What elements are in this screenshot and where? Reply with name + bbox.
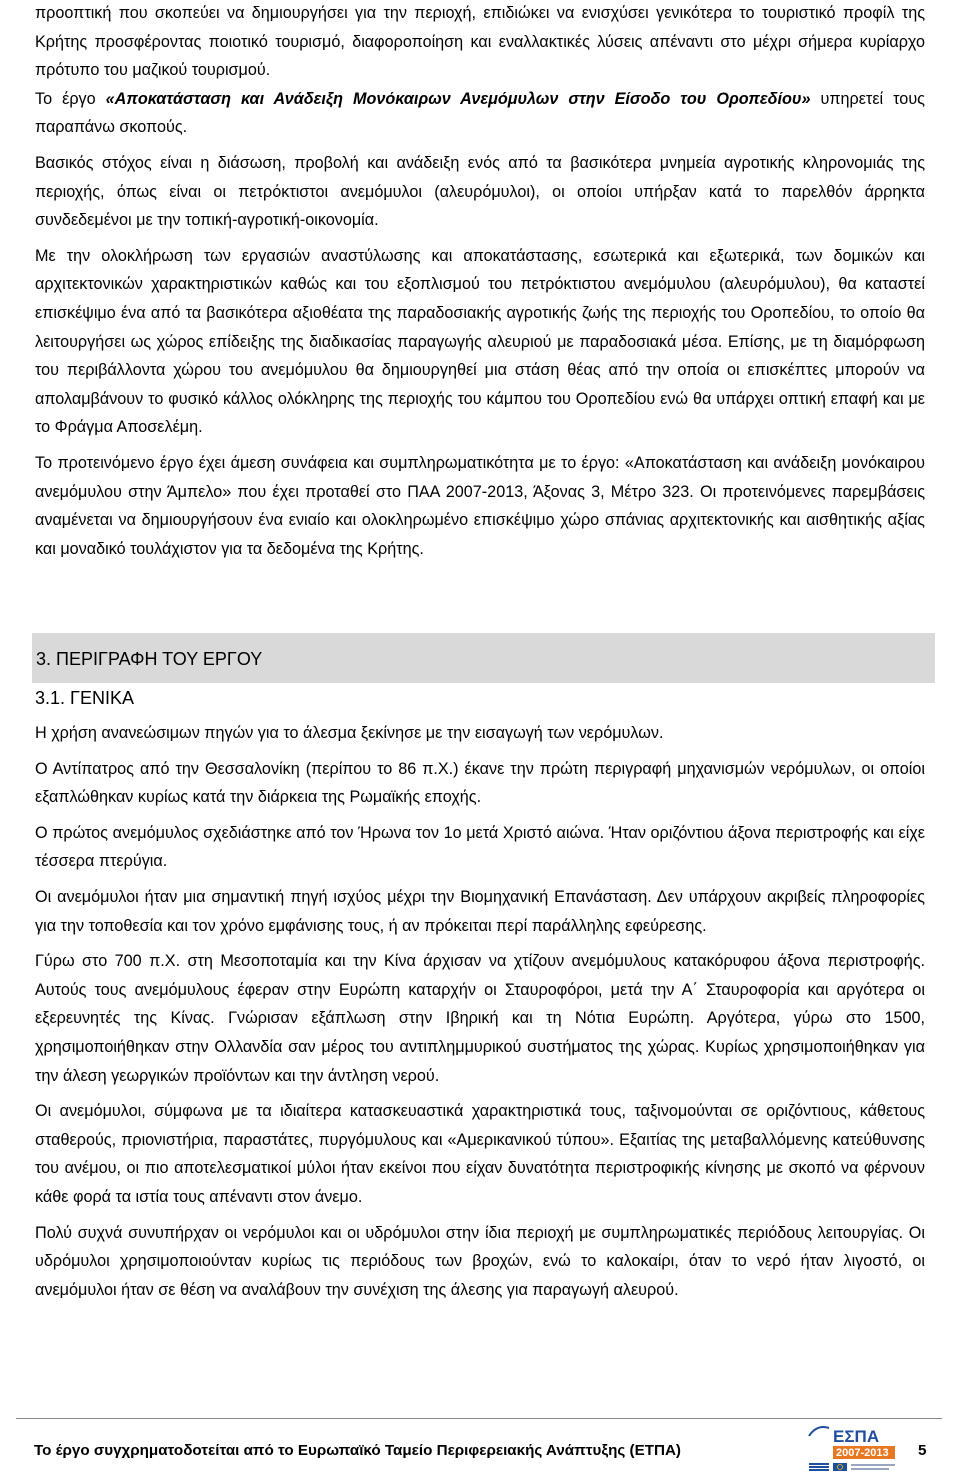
paragraph-general-4: Οι ανεμόμυλοι ήταν μια σημαντική πηγή ισχύος μέχρι την Βιομηχανική Επανάσταση. Δεν υπάρχουν ακριβείς πληροφορίες για την τοποθεσία και τον χρόνο εμφάνισης τους, ή αν πρόκειται περί παράλληλης εφεύρεσης. xyxy=(35,887,925,935)
section-heading-bar xyxy=(32,633,935,683)
subsection-heading: 3.1. ΓΕΝΙΚΑ xyxy=(35,688,134,708)
paragraph-general-6: Οι ανεμόμυλοι, σύμφωνα με τα ιδιαίτερα κατασκευαστικά χαρακτηριστικά τους, ταξινομούνται σε οριζόντιους, κάθετους σταθερούς, πριονιστήρια, παραστάτες, πυργόμυλους και «Αμερικανικού τύπου». Εξαιτίας της μεταβαλλόμενης κατεύθυνσης του ανέμου, οι πιο αποτελεσματικοί μύλοι ήταν εκείνοι που είχαν δυνατότητα περιστροφικής κίνησης με σκοπό να φέρνουν κάθε φορά τα ιστία τους απέναντι στον άνεμο. xyxy=(35,1102,925,1206)
paragraph-general-5: Γύρω στο 700 π.Χ. στη Μεσοποταμία και την Κίνα άρχισαν να χτίζουν ανεμόμυλους κατακόρυφου άξονα περιστροφής. Αυτούς τους ανεμόμυλους έφεραν στην Ευρώπη καταρχήν οι Σταυροφόροι, μετά την Α΄ Σταυροφορία και αργότερα οι εξερευνητές της Κίνας. Γνώρισαν εξάπλωση στην Ιβηρική και τη Νότια Ευρώπη. Αργότερα, γύρω στο 1500, χρησιμοποιήθηκαν στην Ολλανδία σαν μέρος του αντιπλημμυρικού συστήματος της χώρας. Κυρίως χρησιμοποιήθηκαν για την άλεση γεωργικών προϊόντων και την άντληση νερού. xyxy=(35,952,925,1085)
paragraph-synergy: Το προτεινόμενο έργο έχει άμεση συνάφεια και συμπληρωματικότητα με το έργο: «Αποκατάσταση και ανάδειξη μονόκαιρου ανεμόμυλου στην Άμπελο» που έχει προταθεί στο ΠΑΑ 2007-2013, Άξονας 3, Μέτρο 323. Οι προτεινόμενες παρεμβάσεις αναμένεται να δημιουργήσουν ένα ενιαίο και ολοκληρωμένο επισκέψιμο χώρο σπάνιας αρχιτεκτονικής και αισθητικής αξίας και μοναδικό τουλάχιστον για τα δεδομένα της Κρήτης. xyxy=(35,453,925,558)
project-title: «Αποκατάσταση και Ανάδειξη Μονόκαιρων Ανεμόμυλων στην Είσοδο του Οροπεδίου» xyxy=(105,89,811,108)
footer-divider xyxy=(16,1418,942,1419)
footer-funding-text: Το έργο συγχρηματοδοτείται από το Ευρωπαϊκό Ταμείο Περιφερειακής Ανάπτυξης (ΕΤΠΑ) xyxy=(34,1442,681,1459)
document-body xyxy=(35,0,925,563)
paragraph-goal: Βασικός στόχος είναι η διάσωση, προβολή και ανάδειξη ενός από τα βασικότερα μνημεία αγροτικής κληρονομιάς της περιοχής, όπως είναι οι πετρόκτιστοι ανεμόμυλοι (αλευρόμυλοι), οι οποίοι υπήρξαν κατά το παρελθόν άρρηκτα συνδεδεμένοι με την τοπική-αγροτική-οικονομία. xyxy=(35,153,925,230)
general-section xyxy=(35,719,925,1304)
paragraph-general-7: Πολύ συχνά συνυπήρχαν οι νερόμυλοι και οι υδρόμυλοι στην ίδια περιοχή με συμπληρωματικές περιόδους λειτουργίας. Οι υδρόμυλοι χρησιμοποιούνταν κυρίως τις περιόδους των βροχών, ενώ το καλοκαίρι, όταν το νερό ήταν λιγοστό, οι ανεμόμυλοι ήταν σε θέση να αναλάβουν την συνέχιση της άλεσης για παραγωγή αλευρού. xyxy=(35,1223,925,1299)
logo-years-text: 2007-2013 xyxy=(836,1447,889,1459)
project-suffix: υπηρετεί τους παραπάνω σκοπούς. xyxy=(35,89,925,137)
paragraph-general-3: Ο πρώτος ανεμόμυλος σχεδιάστηκε από τον Ήρωνα τον 1ο μετά Χριστό αιώνα. Ήταν οριζόντιου άξονα περιστροφής και είχε τέσσερα πτερύγια. xyxy=(35,823,925,871)
paragraph-general-2: Ο Αντίπατρος από την Θεσσαλονίκη (περίπου το 86 π.Χ.) έκανε την πρώτη περιγραφή μηχανισμών νερόμυλων, οι οποίοι εξαπλώθηκαν κυρίως κατά την διάρκεια της Ρωμαϊκής εποχής. xyxy=(35,759,925,807)
espa-logo xyxy=(803,1422,901,1474)
paragraph-project xyxy=(35,85,925,142)
logo-espa-text: ΕΣΠΑ xyxy=(833,1427,880,1446)
page-number: 5 xyxy=(918,1442,927,1459)
paragraph-intro: προοπτική που σκοπεύει να δημιουργήσει για την περιοχή, επιδιώκει να ενισχύσει γενικότερα το τουριστικό προφίλ της Κρήτης προσφέροντας ποιοτικό τουρισμό, διαφοροποίηση και εναλλακτικές λύσεις απέναντι στο μέχρι σήμερα κυρίαρχο πρότυπο του μαζικού τουρισμού. xyxy=(35,4,925,80)
project-prefix: Το έργο xyxy=(35,89,106,108)
section-heading: 3. ΠΕΡΙΓΡΑΦΗ ΤΟΥ ΕΡΓΟΥ xyxy=(36,649,263,669)
paragraph-general-1: Η χρήση ανανεώσιμων πηγών για το άλεσμα ξεκίνησε με την εισαγωγή των νερόμυλων. xyxy=(35,724,664,742)
paragraph-restoration: Με την ολοκλήρωση των εργασιών αναστύλωσης και αποκατάστασης, εσωτερικά και εξωτερικά, των δομικών και αρχιτεκτονικών χαρακτηριστικών καθώς και του εξοπλισμού του πετρόκτιστου ανεμόμυλου (αλευρόμυλου), θα καταστεί επισκέψιμο ένα από τα βασικότερα αξιοθέατα της παραδοσιακής αγροτικής ζωής της περιοχής του Οροπεδίου, το οποίο θα λειτουργήσει ως χώρος επίδειξης της διαδικασίας παραγωγής αλευριού με παραδοσιακά μέσα. Επίσης, με τη διαμόρφωση του περιβάλλοντα χώρου του ανεμόμυλου θα δημιουργηθεί μια στάση θέας από την οποία οι επισκέπτες μπορούν να απολαμβάνουν το φυσικό κάλλος ολόκληρης της περιοχής του κάμπου του Οροπεδίου ενώ θα υπάρχει οπτική επαφή και με το Φράγμα Αποσελέμη. xyxy=(35,246,925,437)
